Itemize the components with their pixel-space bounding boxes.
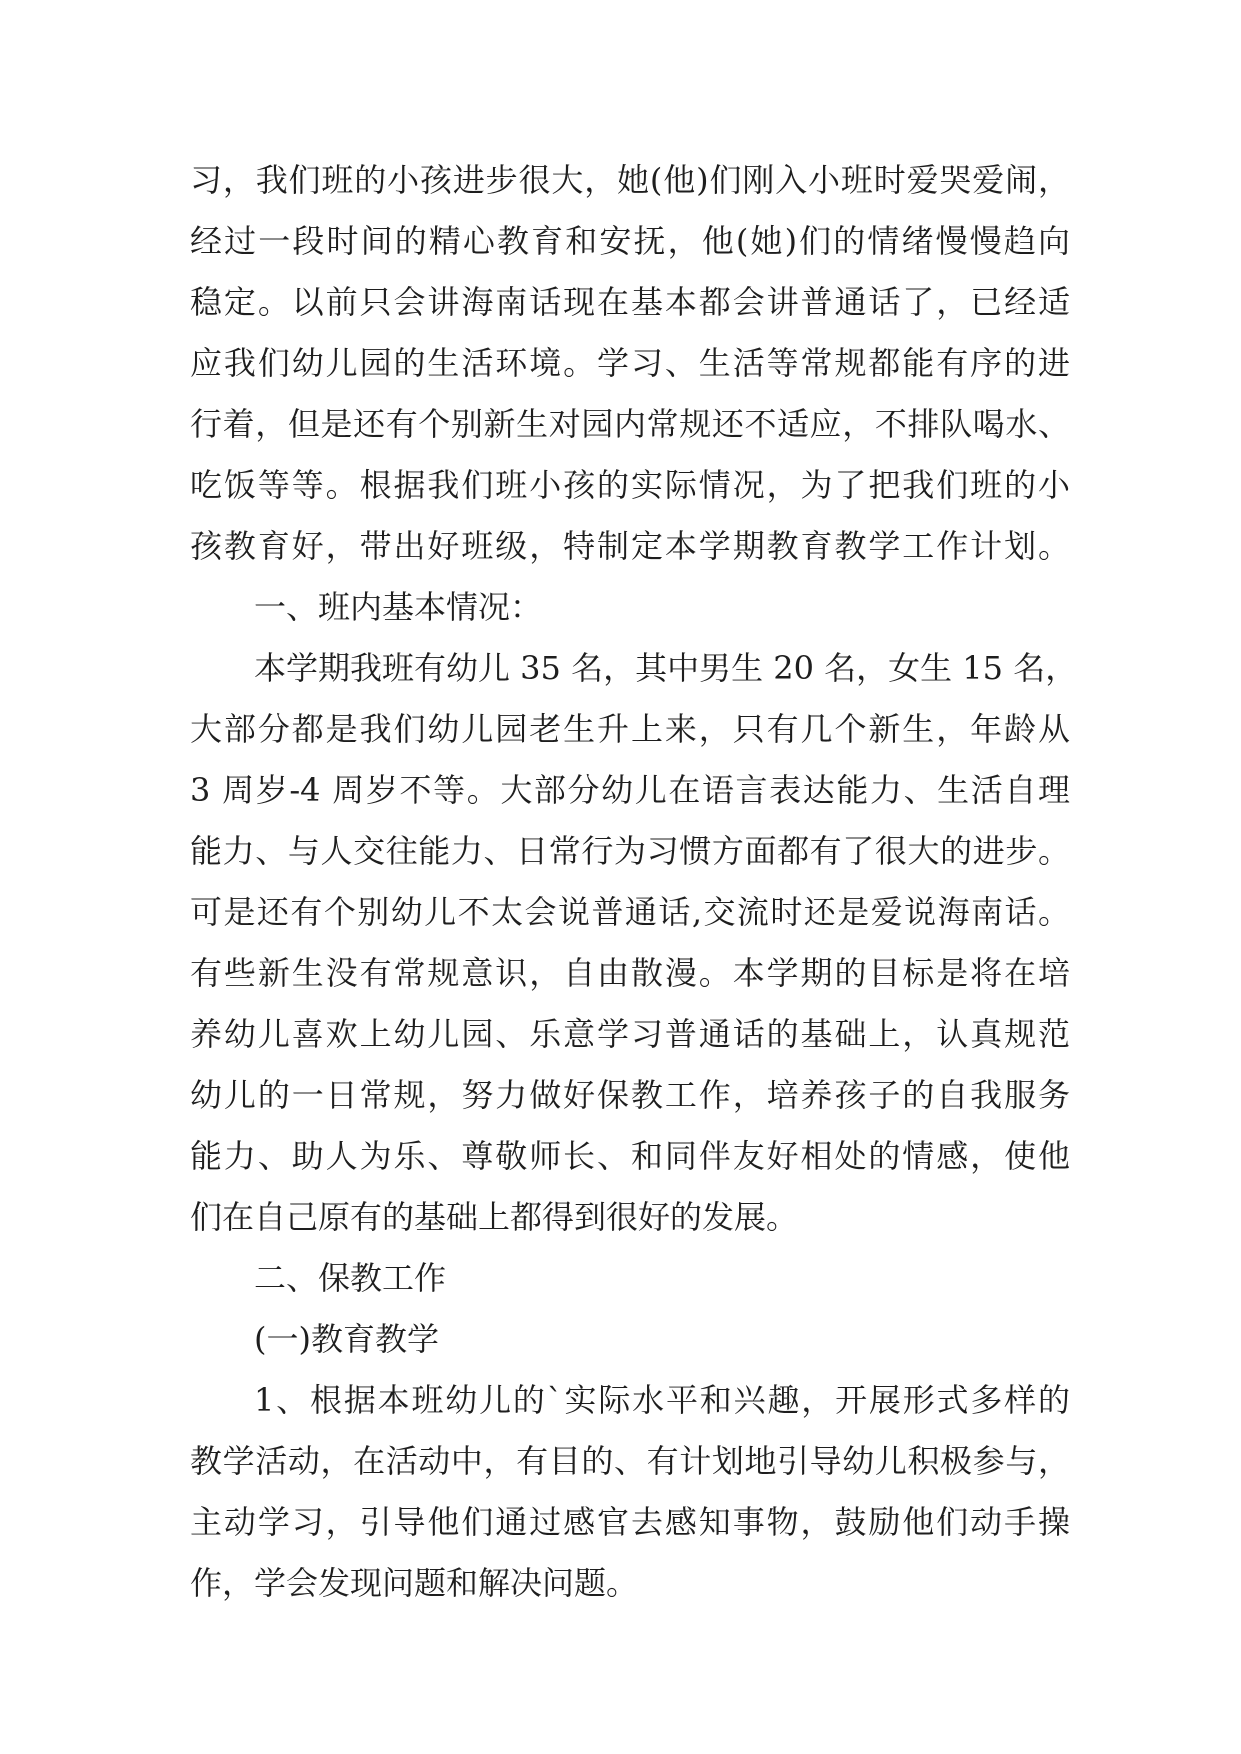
text-line: 稳定。以前只会讲海南话现在基本都会讲普通话了，已经适: [190, 283, 1070, 321]
heading-text: 一、班内基本情况：: [254, 588, 543, 626]
text-line: 能力、助人为乐、尊敬师长、和同伴友好相处的情感，使他: [190, 1137, 1070, 1175]
text-line: 幼儿的一日常规，努力做好保教工作，培养孩子的自我服务: [190, 1076, 1070, 1114]
text-line: 教学活动，在活动中，有目的、有计划地引导幼儿积极参与，: [190, 1442, 1070, 1480]
paragraph-basic-info: [190, 638, 1078, 1248]
subsection-heading-teaching: [190, 1309, 1070, 1370]
text-line: 本学期我班有幼儿 35 名，其中男生 20 名，女生 15 名，: [254, 649, 1078, 687]
text-line: 们在自己原有的基础上都得到很好的发展。: [190, 1198, 799, 1236]
text-line: 3 周岁-4 周岁不等。大部分幼儿在语言表达能力、生活自理: [190, 771, 1070, 809]
paragraph-intro: [190, 150, 1070, 577]
text-line: 吃饭等等。根据我们班小孩的实际情况，为了把我们班的小: [190, 466, 1070, 504]
text-line: 大部分都是我们幼儿园老生升上来，只有几个新生，年龄从: [190, 710, 1070, 748]
text-line: 可是还有个别幼儿不太会说普通话,交流时还是爱说海南话。: [190, 893, 1070, 931]
text-line: 孩教育好，带出好班级，特制定本学期教育教学工作计划。: [190, 527, 1070, 565]
section-heading-basic-info: [190, 577, 1070, 638]
text-line: 习，我们班的小孩进步很大，她(他)们刚入小班时爱哭爱闹，: [190, 161, 1070, 199]
heading-text: 二、保教工作: [254, 1259, 447, 1297]
text-line: 应我们幼儿园的生活环境。学习、生活等常规都能有序的进: [190, 344, 1070, 382]
document-body: [190, 150, 1078, 1614]
text-line: 作，学会发现问题和解决问题。: [190, 1564, 639, 1602]
text-line: 1、根据本班幼儿的`实际水平和兴趣，开展形式多样的: [254, 1381, 1070, 1419]
text-line: 主动学习，引导他们通过感官去感知事物，鼓励他们动手操: [190, 1503, 1070, 1541]
text-line: 能力、与人交往能力、日常行为习惯方面都有了很大的进步。: [190, 832, 1070, 870]
text-line: 养幼儿喜欢上幼儿园、乐意学习普通话的基础上，认真规范: [190, 1015, 1070, 1053]
section-heading-care-education: [190, 1248, 1070, 1309]
paragraph-teaching-item-1: [190, 1370, 1070, 1614]
text-line: 经过一段时间的精心教育和安抚，他(她)们的情绪慢慢趋向: [190, 222, 1070, 260]
text-line: 有些新生没有常规意识，自由散漫。本学期的目标是将在培: [190, 954, 1070, 992]
text-line: 行着，但是还有个别新生对园内常规还不适应，不排队喝水、: [190, 405, 1070, 443]
heading-text: (一)教育教学: [254, 1320, 439, 1358]
